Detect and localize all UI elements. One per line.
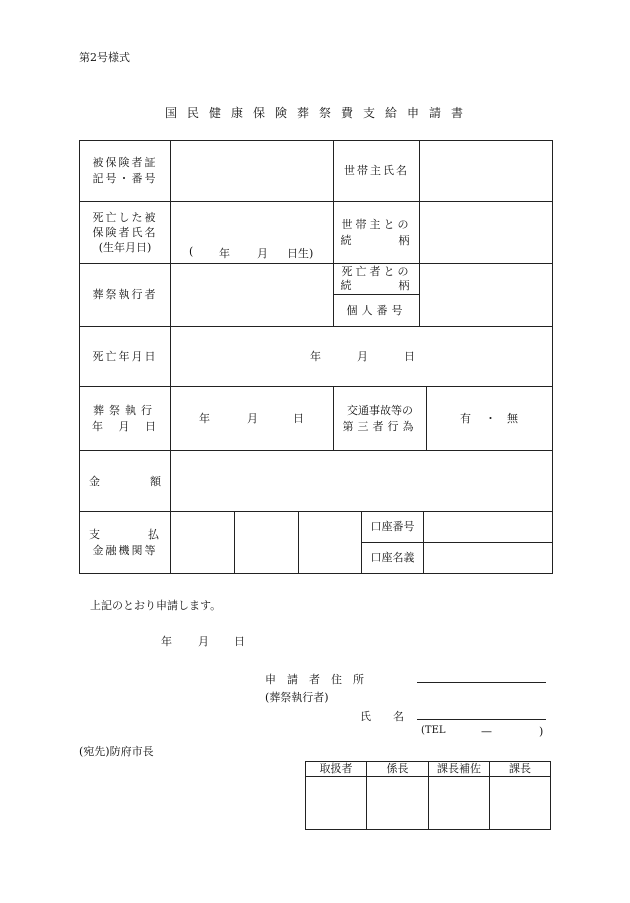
funeral-month: 月: [247, 412, 258, 425]
amount-label: 金 額: [89, 475, 161, 488]
death-date-label: 死亡年月日: [92, 349, 158, 363]
stamp-box-deputy[interactable]: [429, 777, 489, 829]
funeral-host-label: 葬祭執行者: [92, 288, 158, 301]
death-month: 月: [357, 350, 368, 363]
bank-box-3[interactable]: [299, 512, 361, 573]
tel-field[interactable]: (TEL — ): [421, 725, 544, 738]
stamp-header-handler: 取扱者: [319, 762, 353, 775]
stamp-box-manager[interactable]: [490, 777, 550, 829]
death-date-field[interactable]: [171, 327, 552, 386]
birth-paren-open: (: [189, 245, 194, 258]
traffic-label: 交通事故等の 第三者行為: [342, 403, 418, 433]
account-name-label: 口座名義: [370, 551, 415, 564]
birth-year: 年: [219, 247, 230, 260]
form-title: 国民健康保険葬祭費支給申請書: [164, 106, 473, 120]
insured-cert-field[interactable]: [171, 141, 333, 201]
amount-field[interactable]: [171, 451, 552, 511]
relation-deceased-label: 死亡者との 続 柄: [340, 265, 413, 292]
addressee: (宛先)防府市長: [79, 745, 154, 758]
head-name-field[interactable]: [420, 141, 552, 201]
death-day: 日: [404, 350, 415, 363]
stamp-header-manager: 課長: [509, 762, 531, 775]
bank-box-2[interactable]: [235, 512, 298, 573]
account-name-field[interactable]: [424, 543, 552, 573]
relation-head-field[interactable]: [420, 202, 552, 263]
head-name-label: 世帯主氏名: [344, 164, 409, 177]
account-number-label: 口座番号: [370, 520, 415, 533]
date-line[interactable]: 年 月 日: [161, 635, 245, 648]
my-number-label: 個人番号: [346, 303, 407, 317]
traffic-field[interactable]: [427, 387, 552, 450]
applicant-name-line[interactable]: [417, 719, 546, 720]
stamp-header-chief: 係長: [386, 762, 409, 775]
applicant-address-line[interactable]: [417, 682, 546, 683]
bank-label: 支 払 金融機関等: [89, 527, 161, 557]
relation-deceased-field[interactable]: [420, 264, 552, 294]
applicant-name-label: 氏 名: [360, 710, 404, 723]
funeral-date-label: 葬祭執行 年 月 日: [92, 403, 158, 433]
statement: 上記のとおり申請します。: [90, 599, 222, 612]
funeral-year: 年: [199, 412, 210, 425]
my-number-field[interactable]: [420, 295, 552, 326]
deceased-field[interactable]: [171, 202, 333, 263]
traffic-yes[interactable]: 有: [460, 412, 471, 425]
account-number-field[interactable]: [424, 512, 552, 542]
insured-cert-label: 被保険者証 記号・番号: [92, 156, 158, 185]
applicant-sub-label: (葬祭執行者): [265, 691, 329, 704]
traffic-dot: ・: [485, 412, 496, 425]
bank-box-1[interactable]: [171, 512, 234, 573]
relation-head-label: 世帯主との 続 柄: [340, 217, 413, 247]
birth-month: 月: [257, 247, 268, 260]
funeral-day: 日: [293, 412, 304, 425]
stamp-box-chief[interactable]: [367, 777, 428, 829]
stamp-box-handler[interactable]: [306, 777, 366, 829]
stamp-header-deputy: 課長補佐: [437, 762, 481, 775]
form-number: 第2号様式: [79, 51, 130, 64]
funeral-date-field[interactable]: [171, 387, 333, 450]
deceased-label: 死亡した被 保険者氏名 (生年月日): [92, 211, 158, 254]
death-year: 年: [310, 350, 321, 363]
birth-day: 日生): [287, 247, 314, 260]
funeral-host-field[interactable]: [171, 264, 333, 326]
traffic-no[interactable]: 無: [507, 412, 518, 425]
applicant-address-label: 申 請 者 住 所: [265, 673, 364, 686]
